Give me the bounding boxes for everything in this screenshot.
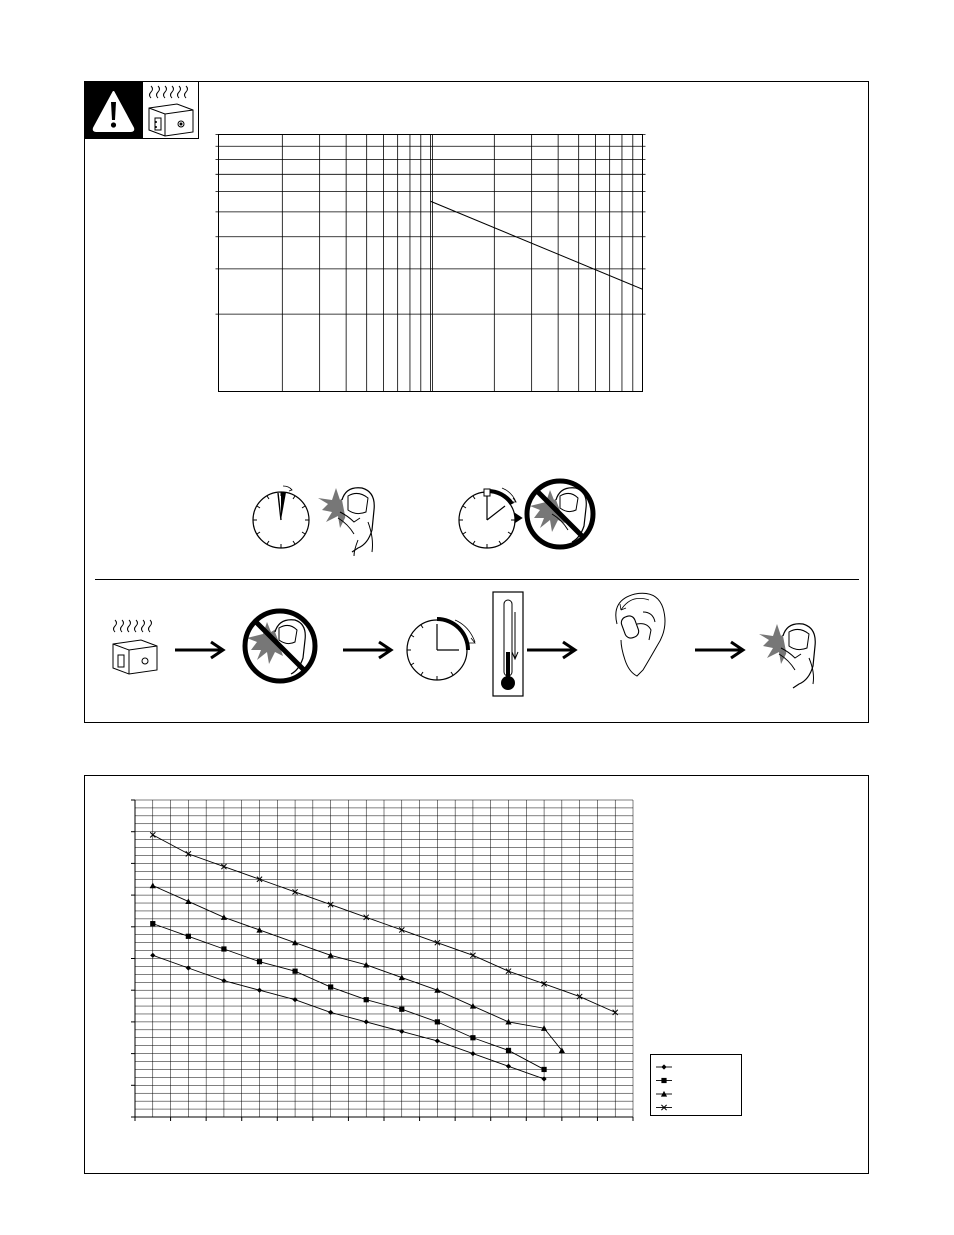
chart-legend	[650, 1054, 743, 1117]
data-point	[150, 953, 155, 958]
data-point	[186, 934, 191, 939]
overheated-welder-icon	[113, 620, 157, 674]
data-point	[399, 974, 405, 980]
data-point	[292, 969, 297, 974]
overheated-welder-icon-box	[142, 82, 199, 139]
data-point	[364, 1019, 369, 1024]
data-point	[435, 1019, 440, 1024]
no-welding-icon	[245, 611, 315, 681]
data-point	[364, 997, 369, 1002]
panel-divider	[95, 579, 859, 580]
data-point	[221, 946, 226, 951]
data-point	[150, 882, 156, 888]
overheated-welder-icon	[143, 82, 200, 139]
data-point	[328, 952, 334, 958]
warning-badge	[85, 82, 142, 139]
duty-cycle-panel	[84, 81, 869, 723]
data-point	[506, 1064, 511, 1069]
arrow-right-icon	[695, 642, 743, 658]
data-point	[506, 1048, 511, 1053]
data-point	[221, 914, 227, 920]
data-point	[399, 1007, 404, 1012]
rest-illustration	[456, 474, 606, 554]
data-point	[435, 1038, 440, 1043]
warning-triangle-icon	[85, 82, 142, 139]
data-point	[150, 921, 155, 926]
thermometer-cooling-icon	[493, 592, 523, 696]
data-point	[185, 898, 191, 904]
data-point	[328, 984, 333, 989]
data-point	[434, 987, 440, 993]
arrow-right-icon	[175, 642, 223, 658]
data-point	[257, 959, 262, 964]
arrow-right-icon	[343, 642, 391, 658]
hand-turning-knob-icon	[616, 593, 665, 676]
duty-cycle-curve-panel	[84, 775, 869, 1174]
stopwatch-icon	[459, 488, 516, 548]
data-point	[470, 1051, 475, 1056]
data-point	[257, 988, 262, 993]
duty-cycle-log-chart	[218, 134, 648, 396]
stopwatch-icon	[253, 486, 309, 548]
no-welding-icon	[527, 481, 593, 547]
data-point	[256, 927, 262, 933]
welder-operator-icon	[318, 488, 374, 556]
series-triangle	[150, 882, 565, 1053]
data-point	[470, 1035, 475, 1040]
data-point	[541, 1067, 546, 1072]
data-point	[661, 1078, 666, 1083]
stopwatch-icon	[407, 617, 475, 680]
arrow-right-icon	[527, 642, 575, 658]
series-line	[431, 201, 643, 289]
welder-operator-icon	[759, 624, 815, 688]
overheat-reset-sequence	[109, 590, 849, 700]
